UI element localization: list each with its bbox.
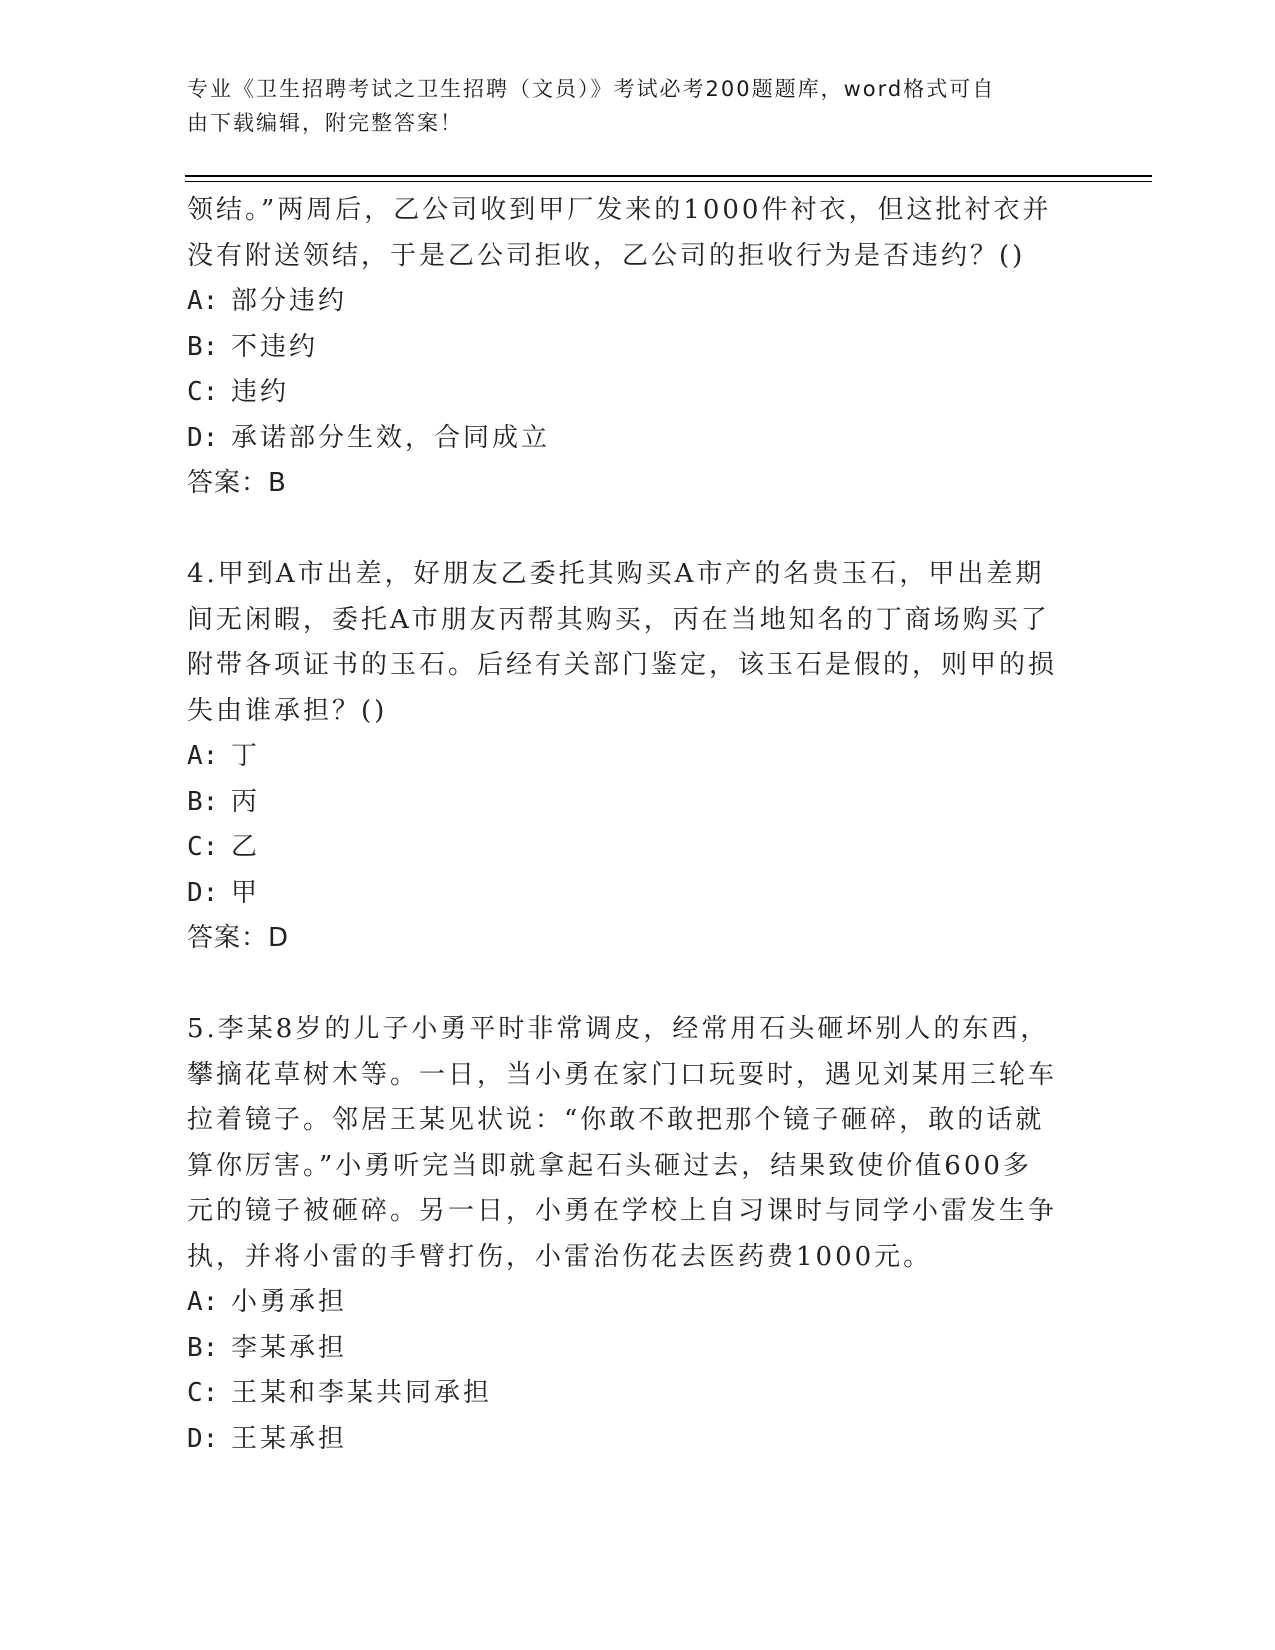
document-header — [187, 72, 1067, 140]
option-letter: A: — [187, 286, 219, 316]
option-text: 王某和李某共同承担 — [231, 1378, 493, 1408]
header-line-2: 由下载编辑，附完整答案！ — [187, 111, 463, 135]
option-letter: B: — [187, 786, 219, 817]
option-text: 违约 — [231, 377, 290, 407]
question-text-line: 失由谁承担？() — [187, 695, 388, 726]
option-letter: C: — [187, 377, 219, 407]
option-text: 部分违约 — [231, 286, 348, 316]
option-a — [187, 1280, 1067, 1326]
option-letter: B: — [187, 1332, 219, 1363]
option-b — [187, 1326, 1067, 1372]
option-d — [187, 871, 1067, 917]
option-letter: C: — [187, 832, 219, 862]
option-letter: D: — [187, 422, 219, 453]
option-text: 承诺部分生效，合同成立 — [231, 422, 551, 453]
option-text: 不违约 — [231, 331, 319, 362]
question-text-line: 攀摘花草树木等。一日，当小勇在家门口玩耍时，遇见刘某用三轮车 — [187, 1059, 1058, 1090]
option-text: 甲 — [231, 877, 261, 908]
option-letter: A: — [187, 1287, 219, 1317]
option-b — [187, 325, 1067, 371]
option-c — [187, 370, 1067, 416]
option-text: 丁 — [231, 741, 261, 771]
option-letter: A: — [187, 741, 219, 771]
header-line-1: 专业《卫生招聘考试之卫生招聘（文员）》考试必考200题题库，word格式可自 — [187, 77, 996, 101]
spacer — [187, 962, 1067, 1008]
option-d — [187, 1417, 1067, 1463]
option-text: 小勇承担 — [231, 1287, 348, 1317]
question-4 — [187, 552, 1067, 962]
question-text-line: 4.甲到A市出差，好朋友乙委托其购买A市产的名贵玉石，甲出差期 — [187, 559, 1045, 589]
question-text-line: 间无闲暇，委托A市朋友丙帮其购买，丙在当地知名的丁商场购买了 — [187, 604, 1050, 635]
option-text: 丙 — [231, 786, 261, 817]
option-text: 李某承担 — [231, 1332, 348, 1363]
header-rule-thin — [185, 181, 1152, 182]
spacer — [187, 507, 1067, 553]
option-text: 乙 — [231, 832, 261, 862]
answer-label: 答案：B — [187, 468, 287, 498]
option-b — [187, 780, 1067, 826]
question-text-line: 没有附送领结，于是乙公司拒收，乙公司的拒收行为是否违约？() — [187, 240, 1026, 271]
option-text: 王某承担 — [231, 1423, 348, 1454]
question-text-line: 元的镜子被砸碎。另一日，小勇在学校上自习课时与同学小雷发生争 — [187, 1196, 1058, 1226]
option-a — [187, 734, 1067, 780]
option-letter: C: — [187, 1378, 219, 1408]
document-body — [187, 188, 1067, 1462]
question-5 — [187, 1007, 1067, 1462]
option-letter: D: — [187, 1423, 219, 1454]
header-rule-thick — [185, 175, 1152, 177]
option-a — [187, 279, 1067, 325]
question-text-line: 领结。”两周后，乙公司收到甲厂发来的1000件衬衣，但这批衬衣并 — [187, 195, 1052, 225]
question-text-line: 执，并将小雷的手臂打伤，小雷治伤花去医药费1000元。 — [187, 1241, 933, 1272]
question-3 — [187, 188, 1067, 507]
option-c — [187, 1371, 1067, 1417]
option-c — [187, 825, 1067, 871]
option-letter: D: — [187, 877, 219, 908]
option-letter: B: — [187, 331, 219, 362]
option-d — [187, 416, 1067, 462]
question-text-line: 附带各项证书的玉石。后经有关部门鉴定，该玉石是假的，则甲的损 — [187, 650, 1058, 680]
question-text-line: 拉着镜子。邻居王某见状说：“你敢不敢把那个镜子砸碎，敢的话就 — [187, 1105, 1045, 1135]
question-text-line: 算你厉害。”小勇听完当即就拿起石头砸过去，结果致使价值600多 — [187, 1150, 1032, 1181]
question-text-line: 5.李某8岁的儿子小勇平时非常调皮，经常用石头砸坏别人的东西， — [187, 1014, 1050, 1044]
answer-label: 答案：D — [187, 923, 290, 953]
